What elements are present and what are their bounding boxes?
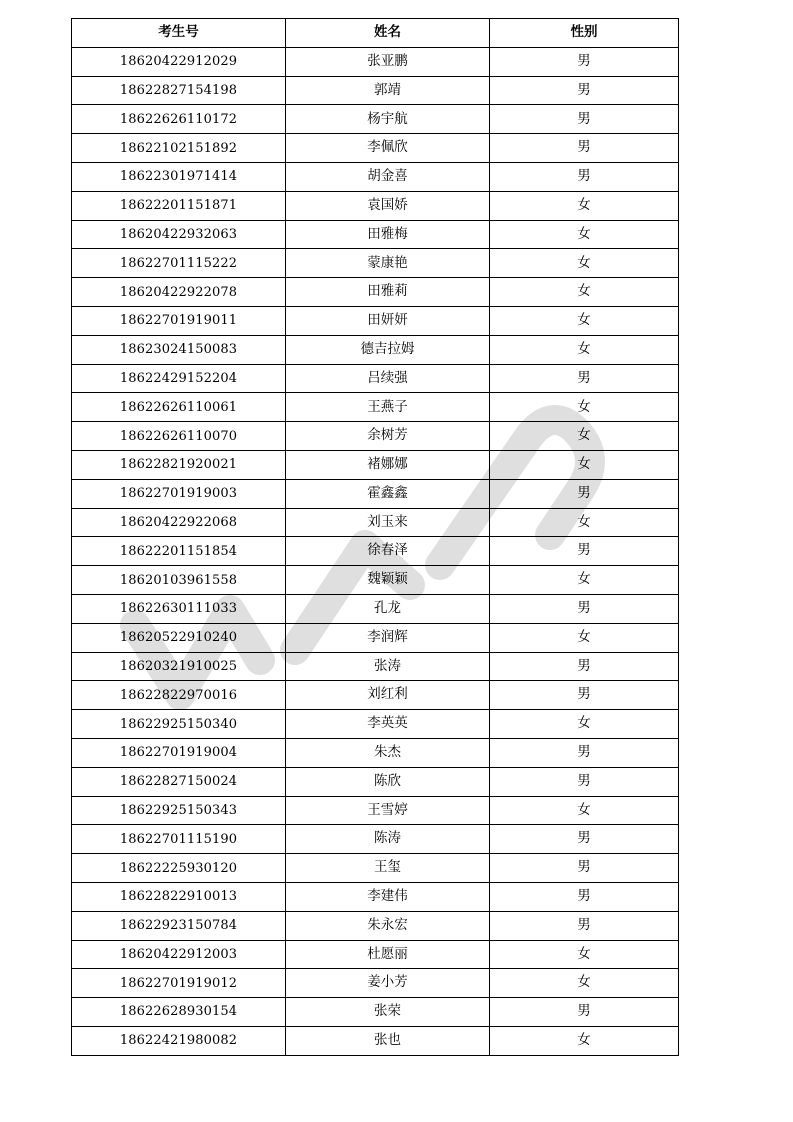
cell-student-id: 18622701115190 — [72, 825, 286, 854]
cell-name: 李润辉 — [286, 623, 490, 652]
table-row — [72, 306, 679, 335]
cell-gender: 女 — [490, 969, 679, 998]
header-student-id: 考生号 — [72, 19, 286, 48]
cell-gender: 男 — [490, 594, 679, 623]
table-row — [72, 882, 679, 911]
cell-gender: 男 — [490, 134, 679, 163]
table-row — [72, 1026, 679, 1055]
cell-student-id: 18622821920021 — [72, 450, 286, 479]
cell-student-id: 18620422922078 — [72, 278, 286, 307]
cell-student-id: 18622626110070 — [72, 422, 286, 451]
cell-name: 蒙康艳 — [286, 249, 490, 278]
cell-student-id: 18623024150083 — [72, 335, 286, 364]
cell-name: 田雅莉 — [286, 278, 490, 307]
table-row — [72, 911, 679, 940]
cell-gender: 女 — [490, 623, 679, 652]
cell-student-id: 18620422912003 — [72, 940, 286, 969]
cell-student-id: 18622923150784 — [72, 911, 286, 940]
table-header-row — [72, 19, 679, 48]
table-row — [72, 508, 679, 537]
cell-student-id: 18620522910240 — [72, 623, 286, 652]
cell-student-id: 18622628930154 — [72, 998, 286, 1027]
cell-name: 霍鑫鑫 — [286, 479, 490, 508]
table-row — [72, 479, 679, 508]
table-row — [72, 566, 679, 595]
cell-gender: 男 — [490, 76, 679, 105]
table-row — [72, 710, 679, 739]
table-row — [72, 335, 679, 364]
cell-name: 陈涛 — [286, 825, 490, 854]
table-row — [72, 162, 679, 191]
table-row — [72, 422, 679, 451]
cell-name: 朱永宏 — [286, 911, 490, 940]
cell-student-id: 18622701919011 — [72, 306, 286, 335]
cell-name: 王雪婷 — [286, 796, 490, 825]
cell-name: 田妍妍 — [286, 306, 490, 335]
cell-gender: 女 — [490, 278, 679, 307]
table-row — [72, 738, 679, 767]
cell-student-id: 18622827154198 — [72, 76, 286, 105]
cell-gender: 男 — [490, 537, 679, 566]
cell-student-id: 18620103961558 — [72, 566, 286, 595]
cell-name: 姜小芳 — [286, 969, 490, 998]
table-row — [72, 220, 679, 249]
cell-student-id: 18622626110061 — [72, 393, 286, 422]
cell-gender: 男 — [490, 652, 679, 681]
header-name: 姓名 — [286, 19, 490, 48]
table-row — [72, 681, 679, 710]
cell-student-id: 18620321910025 — [72, 652, 286, 681]
table-row — [72, 854, 679, 883]
cell-student-id: 18622701115222 — [72, 249, 286, 278]
cell-gender: 男 — [490, 162, 679, 191]
cell-student-id: 18622827150024 — [72, 767, 286, 796]
cell-name: 郭靖 — [286, 76, 490, 105]
table-row — [72, 652, 679, 681]
cell-gender: 女 — [490, 1026, 679, 1055]
cell-student-id: 18622701919012 — [72, 969, 286, 998]
cell-student-id: 18620422912029 — [72, 47, 286, 76]
cell-name: 胡金喜 — [286, 162, 490, 191]
cell-name: 王燕子 — [286, 393, 490, 422]
table-row — [72, 191, 679, 220]
table-row — [72, 134, 679, 163]
header-gender: 性别 — [490, 19, 679, 48]
cell-name: 李佩欣 — [286, 134, 490, 163]
cell-name: 陈欣 — [286, 767, 490, 796]
cell-gender: 女 — [490, 335, 679, 364]
table-row — [72, 767, 679, 796]
cell-student-id: 18622701919003 — [72, 479, 286, 508]
cell-student-id: 18622925150340 — [72, 710, 286, 739]
cell-name: 李建伟 — [286, 882, 490, 911]
table-row — [72, 393, 679, 422]
cell-gender: 男 — [490, 911, 679, 940]
cell-gender: 女 — [490, 508, 679, 537]
table-row — [72, 364, 679, 393]
table-row — [72, 940, 679, 969]
table-row — [72, 537, 679, 566]
cell-gender: 女 — [490, 710, 679, 739]
table-row — [72, 76, 679, 105]
cell-gender: 女 — [490, 220, 679, 249]
table-row — [72, 249, 679, 278]
cell-student-id: 18622822910013 — [72, 882, 286, 911]
cell-gender: 女 — [490, 393, 679, 422]
cell-student-id: 18622925150343 — [72, 796, 286, 825]
table-row — [72, 47, 679, 76]
cell-name: 余树芳 — [286, 422, 490, 451]
cell-name: 刘玉来 — [286, 508, 490, 537]
cell-name: 王玺 — [286, 854, 490, 883]
cell-name: 刘红利 — [286, 681, 490, 710]
cell-student-id: 18622201151871 — [72, 191, 286, 220]
cell-gender: 男 — [490, 364, 679, 393]
cell-gender: 女 — [490, 422, 679, 451]
cell-name: 张也 — [286, 1026, 490, 1055]
cell-student-id: 18622421980082 — [72, 1026, 286, 1055]
table-row — [72, 594, 679, 623]
cell-student-id: 18622429152204 — [72, 364, 286, 393]
cell-name: 褚娜娜 — [286, 450, 490, 479]
cell-student-id: 18622626110172 — [72, 105, 286, 134]
cell-student-id: 18620422932063 — [72, 220, 286, 249]
cell-student-id: 18622630111033 — [72, 594, 286, 623]
cell-gender: 女 — [490, 940, 679, 969]
table-row — [72, 105, 679, 134]
cell-gender: 男 — [490, 681, 679, 710]
cell-gender: 女 — [490, 450, 679, 479]
cell-gender: 女 — [490, 306, 679, 335]
table-row — [72, 623, 679, 652]
cell-gender: 女 — [490, 796, 679, 825]
cell-gender: 男 — [490, 998, 679, 1027]
cell-gender: 男 — [490, 854, 679, 883]
table-row — [72, 450, 679, 479]
cell-student-id: 18622201151854 — [72, 537, 286, 566]
cell-student-id: 18622102151892 — [72, 134, 286, 163]
cell-student-id: 18622822970016 — [72, 681, 286, 710]
cell-name: 张涛 — [286, 652, 490, 681]
cell-student-id: 18622225930120 — [72, 854, 286, 883]
cell-name: 徐春泽 — [286, 537, 490, 566]
cell-gender: 女 — [490, 191, 679, 220]
student-roster-table — [71, 18, 679, 1056]
cell-gender: 男 — [490, 825, 679, 854]
table-row — [72, 796, 679, 825]
cell-name: 吕续强 — [286, 364, 490, 393]
cell-student-id: 18620422922068 — [72, 508, 286, 537]
cell-gender: 男 — [490, 882, 679, 911]
cell-gender: 男 — [490, 105, 679, 134]
cell-name: 孔龙 — [286, 594, 490, 623]
cell-gender: 男 — [490, 738, 679, 767]
cell-gender: 男 — [490, 767, 679, 796]
cell-gender: 男 — [490, 47, 679, 76]
table-body — [72, 47, 679, 1055]
table-row — [72, 825, 679, 854]
cell-name: 袁国娇 — [286, 191, 490, 220]
table-row — [72, 278, 679, 307]
cell-gender: 女 — [490, 249, 679, 278]
table-row — [72, 998, 679, 1027]
cell-name: 魏颖颖 — [286, 566, 490, 595]
cell-name: 杨宇航 — [286, 105, 490, 134]
cell-gender: 男 — [490, 479, 679, 508]
cell-name: 田雅梅 — [286, 220, 490, 249]
cell-name: 德吉拉姆 — [286, 335, 490, 364]
cell-name: 张亚鹏 — [286, 47, 490, 76]
cell-gender: 女 — [490, 566, 679, 595]
cell-name: 张荣 — [286, 998, 490, 1027]
cell-name: 杜愿丽 — [286, 940, 490, 969]
table-row — [72, 969, 679, 998]
cell-name: 李英英 — [286, 710, 490, 739]
cell-student-id: 18622701919004 — [72, 738, 286, 767]
cell-student-id: 18622301971414 — [72, 162, 286, 191]
cell-name: 朱杰 — [286, 738, 490, 767]
